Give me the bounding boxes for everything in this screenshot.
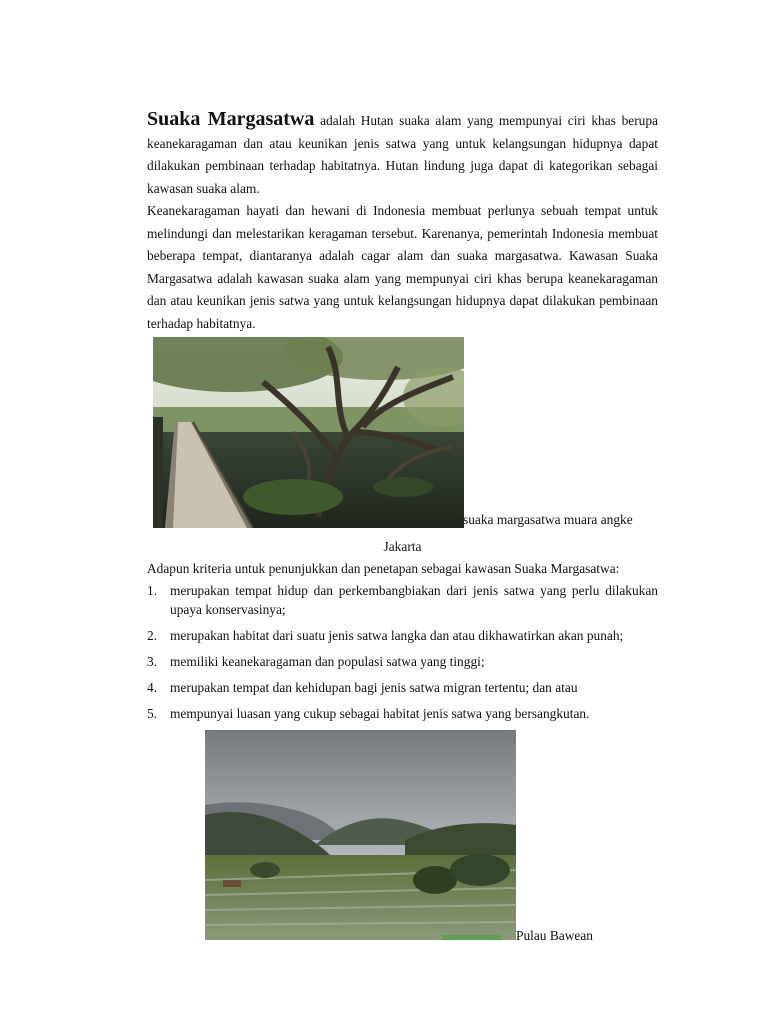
intro-text: adalah Hutan suaka alam yang mempunyai ciri khas berupa keanekaragaman dan atau keunikan jenis satwa yang untuk kelangsungan hidupnya dapat dilakukan pembinaan terhadap habitatnya. Hutan lindung juga dapat di kategorikan sebagai kawasan suaka alam. [147, 113, 658, 196]
figure2-caption: Pulau Bawean [516, 927, 593, 943]
photo-bawean-landscape [205, 730, 516, 940]
list-text: merupakan tempat dan kehidupan bagi jenis satwa migran tertentu; dan atau [170, 679, 578, 695]
list-text: mempunyai luasan yang cukup sebagai habitat jenis satwa yang bersangkutan. [170, 705, 590, 721]
list-item [147, 678, 658, 697]
list-text: merupakan tempat hidup dan perkembangbiakan dari jenis satwa yang perlu dilakukan upaya konservasinya; [170, 582, 658, 617]
intro-paragraph [147, 108, 658, 200]
list-number: 5. [147, 705, 158, 721]
lead-term: Suaka Margasatwa [147, 108, 315, 130]
figure-pulau-bawean [147, 730, 658, 945]
list-item [147, 626, 658, 645]
list-text: merupakan habitat dari suatu jenis satwa langka dan atau dikhawatirkan akan punah; [170, 627, 624, 643]
photo-mangrove-boardwalk [153, 337, 464, 528]
figure1-caption-location: Jakarta [383, 539, 422, 554]
list-number: 1. [147, 582, 158, 598]
figure-muara-angke [147, 337, 658, 532]
list-item [147, 652, 658, 671]
list-number: 4. [147, 679, 158, 695]
criteria-list [147, 581, 658, 723]
paragraph-biodiversity: Keanekaragaman hayati dan hewani di Indonesia membuat perlunya sebuah tempat untuk melindungi dan melestarikan keragaman tersebut. Karenanya, pemerintah Indonesia membuat beberapa tempat, diantaranya adalah cagar alam dan suaka margasatwa. Kawasan Suaka Margasatwa adalah kawasan suaka alam yang mempunyai ciri khas berupa keanekaragaman dan atau keunikan jenis satwa yang untuk kelangsungan hidupnya dapat dilakukan pembinaan terhadap habitatnya. [147, 203, 658, 331]
criteria-intro: Adapun kriteria untuk penunjukkan dan penetapan sebagai kawasan Suaka Margasatwa: [147, 561, 620, 576]
document-page [147, 108, 658, 945]
list-item [147, 581, 658, 619]
list-text: memiliki keanekaragaman dan populasi satwa yang tinggi; [170, 653, 485, 669]
list-item [147, 704, 658, 723]
list-number: 3. [147, 653, 158, 669]
figure1-caption: suaka margasatwa muara angke [463, 512, 633, 527]
list-number: 2. [147, 627, 158, 643]
